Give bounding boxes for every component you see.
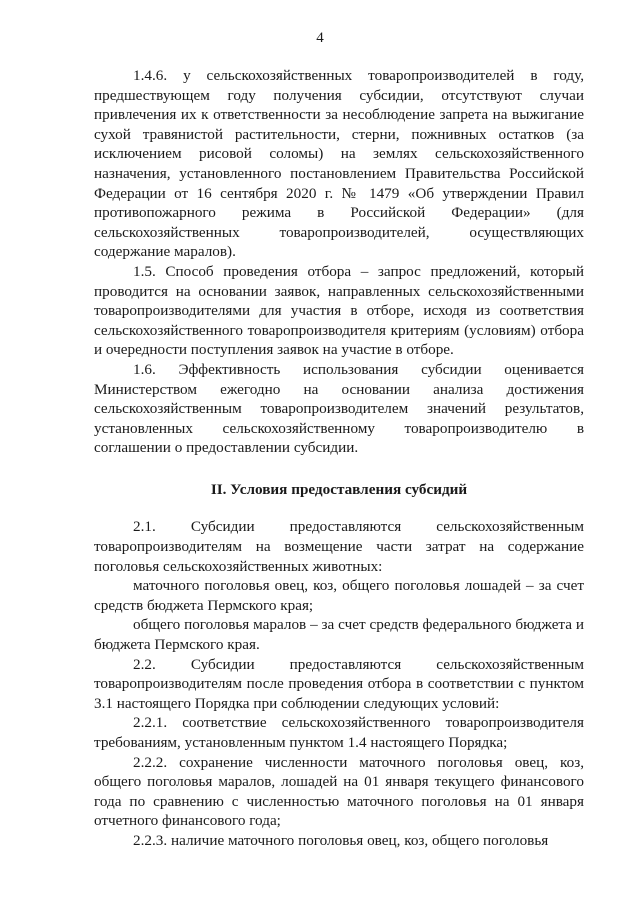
paragraph-2-2: 2.2. Субсидии предоставляются сельскохозяйственным товаропроизводителям после проведения отбора в соответствии с пунктом 3.1 настоящего Порядка при соблюдении следующих условий:	[94, 655, 584, 712]
paragraph-2-1-sheep-goats-horses: маточного поголовья овец, коз, общего поголовья лошадей – за счет средств бюджета Пермского края;	[94, 577, 584, 614]
paragraph-2-1: 2.1. Субсидии предоставляются сельскохозяйственным товаропроизводителям на возмещение части затрат на содержание поголовья сельскохозяйственных животных:	[94, 518, 584, 575]
paragraph-1-6: 1.6. Эффективность использования субсидии оценивается Министерством ежегодно на основании анализа достижения сельскохозяйственным товаропроизводителем значений результатов, установленных сельскохозяйственному товаропроизводителю в соглашении о предоставлении субсидии.	[94, 360, 584, 457]
paragraph-1-4-6: 1.4.6. у сельскохозяйственных товаропроизводителей в году, предшествующем году получения субсидии, отсутствуют случаи привлечения их к ответственности за несоблюдение запрета на выжигание сухой травянистой растительности, стерни, пожнивных остатков (за исключением рисовой соломы) на землях сельскохозяйственного назначения, установленного постановлением Правительства Российской Федерации от 16 сентября 2020 г. № 1479 «Об утверждении Правил противопожарного режима в Российской Федерации» (для сельскохозяйственных товаропроизводителей, осуществляющих содержание маралов).	[94, 67, 584, 261]
paragraph-1-5: 1.5. Способ проведения отбора – запрос предложений, который проводится на основании заявок, направленных сельскохозяйственными товаропроизводителями для участия в отборе, исходя из соответствия сельскохозяйственного товаропроизводителя критериям (условиям) отбора и очередности поступления заявок на участие в отборе.	[94, 262, 584, 359]
paragraph-2-2-1: 2.2.1. соответствие сельскохозяйственного товаропроизводителя требованиям, установленным пунктом 1.4 настоящего Порядка;	[94, 714, 584, 751]
page-number: 4	[316, 30, 324, 46]
paragraph-2-2-3: 2.2.3. наличие маточного поголовья овец, коз, общего поголовья	[133, 831, 549, 849]
document-body	[94, 66, 584, 851]
paragraph-2-2-2: 2.2.2. сохранение численности маточного поголовья овец, коз, общего поголовья маралов, лошадей на 01 января текущего финансового года по сравнению с численностью маточного поголовья на 01 января отчетного финансового года;	[94, 753, 584, 830]
paragraph-2-1-marals: общего поголовья маралов – за счет средств федерального бюджета и бюджета Пермского края.	[94, 616, 584, 654]
section-heading: II. Условия предоставления субсидий	[210, 480, 468, 498]
